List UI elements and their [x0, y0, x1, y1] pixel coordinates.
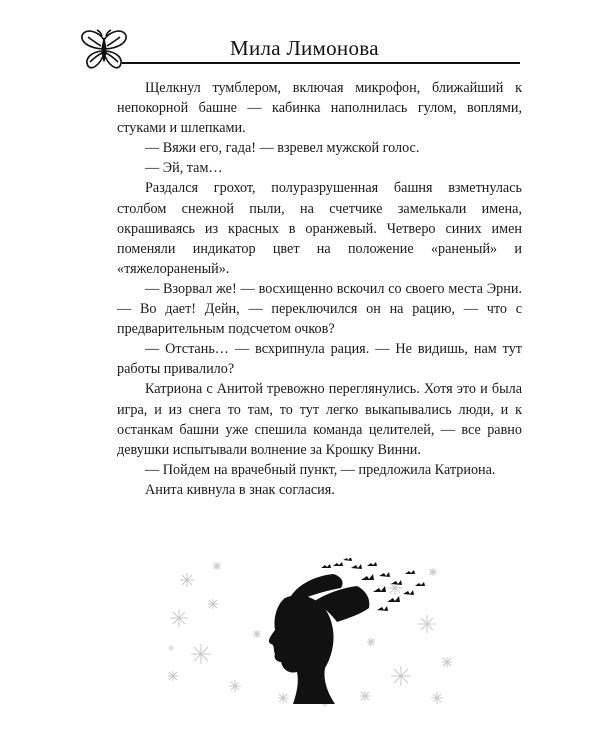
paragraph: — Взорвал же! — восхищенно вскочил со своего места Эрни. — Во дает! Дейн, — переключился он на рацию, — что с предварительным подсчетом очков? [117, 280, 522, 338]
paragraph: Раздался грохот, полуразрушенная башня взметнулась столбом снежной пыли, на счетчике замелькали имена, окрашиваясь из красных в оранжевый. Четверо синих имен поменяли индикатор цвет на положение «раненый» и «тяжелораненый». [117, 180, 522, 277]
paragraph: — Вяжи его, гада! — взревел мужской голос. [145, 140, 420, 157]
paragraph: — Пойдем на врачебный пункт, — предложила Катриона. [145, 461, 496, 478]
paragraph: Щелкнул тумблером, включая микрофон, ближайший к непокорной башне — кабинка наполнилась гулом, воплями, стуками и шлепками. [117, 80, 522, 137]
author-name: Мила Лимонова [230, 36, 379, 60]
paragraph: Катриона с Анитой тревожно переглянулись. Хотя это и была игра, и из снега то там, то тут легко выкапывались люди, и к останкам башни уже спешила команда целителей, — все равно девушки испытывали волнение за Крошку Винни. [117, 381, 522, 458]
header-rule [122, 62, 520, 64]
butterfly-icon [80, 28, 128, 72]
paragraph: — Отстань… — всхрипнула рация. — Не видишь, нам тут работы привалило? [117, 341, 522, 378]
paragraph: — Эй, там… [145, 160, 223, 177]
running-header [80, 28, 520, 72]
book-text [117, 78, 522, 500]
woman-silhouette-with-birds-icon [165, 558, 457, 708]
paragraph: Анита кивнула в знак согласия. [145, 481, 335, 498]
